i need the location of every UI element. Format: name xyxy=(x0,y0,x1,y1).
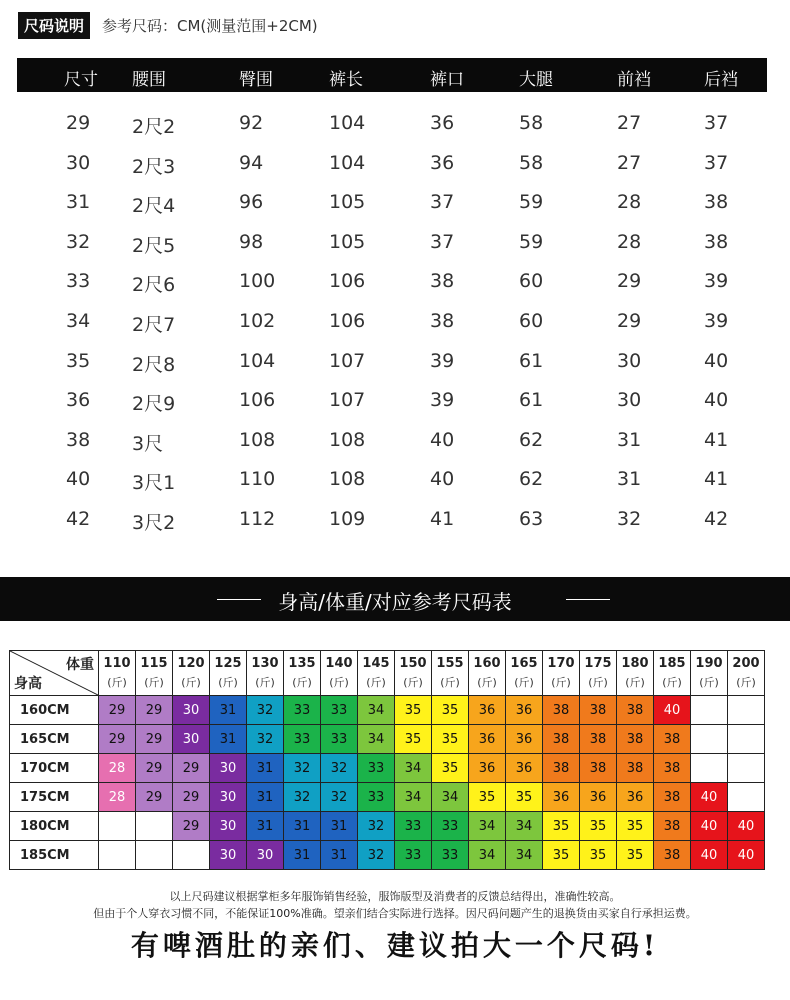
weight-header-cell xyxy=(543,651,580,696)
empty-cell xyxy=(136,841,173,870)
size-table-cell: 38 xyxy=(430,310,455,332)
size-table-cell: 31 xyxy=(617,428,642,451)
size-table-cell: 108 xyxy=(329,428,366,451)
size-table-cell: 32 xyxy=(66,230,91,253)
size-cell: 38 xyxy=(543,725,580,754)
size-table-cell: 31 xyxy=(617,468,642,491)
size-cell: 34 xyxy=(358,725,395,754)
size-table-cell: 34 xyxy=(66,310,91,332)
size-cell: 35 xyxy=(432,754,469,783)
beer-belly-slogan: 有啤酒肚的亲们、建议拍大一个尺码! xyxy=(130,929,660,962)
size-table-cell: 30 xyxy=(617,349,642,372)
size-table-cell: 110 xyxy=(239,468,276,491)
grid-corner-cell xyxy=(10,651,99,696)
size-col-header: 尺寸 xyxy=(64,70,98,90)
size-table-cell: 62 xyxy=(519,468,544,491)
size-table-row xyxy=(17,425,767,455)
empty-cell xyxy=(728,783,765,812)
size-table-cell: 36 xyxy=(66,389,91,412)
size-table-cell: 28 xyxy=(617,191,642,214)
size-cell: 40 xyxy=(654,696,691,725)
size-cell: 32 xyxy=(284,754,321,783)
size-cell: 29 xyxy=(99,725,136,754)
size-cell: 31 xyxy=(247,783,284,812)
size-table-cell: 42 xyxy=(704,508,729,530)
weight-value: 145 xyxy=(362,656,390,671)
size-cell: 29 xyxy=(173,812,210,841)
size-table-cell: 40 xyxy=(704,389,729,412)
size-cell: 33 xyxy=(321,696,358,725)
size-cell: 32 xyxy=(247,725,284,754)
size-table-cell: 39 xyxy=(704,310,729,332)
size-cell: 32 xyxy=(358,812,395,841)
size-cell: 38 xyxy=(617,725,654,754)
size-table-cell: 112 xyxy=(239,508,276,530)
size-cell: 40 xyxy=(728,812,765,841)
size-cell: 33 xyxy=(284,725,321,754)
empty-cell xyxy=(691,754,728,783)
size-cell: 31 xyxy=(210,725,247,754)
size-table-cell: 100 xyxy=(239,270,276,293)
size-cell: 35 xyxy=(432,696,469,725)
size-cell: 38 xyxy=(617,754,654,783)
size-table-cell: 40 xyxy=(704,349,729,372)
weight-unit: (斤) xyxy=(403,676,423,689)
size-table-cell: 94 xyxy=(239,151,264,174)
weight-axis-label: 体重 xyxy=(66,657,94,673)
weight-header-cell xyxy=(210,651,247,696)
size-cell: 38 xyxy=(654,812,691,841)
size-cell: 35 xyxy=(432,725,469,754)
weight-height-size-grid xyxy=(9,650,765,870)
size-table-cell: 32 xyxy=(617,508,642,530)
height-label-cell: 170CM xyxy=(10,754,99,783)
size-cell: 40 xyxy=(728,841,765,870)
size-table-cell: 38 xyxy=(704,191,729,214)
size-cell: 31 xyxy=(321,812,358,841)
size-table-cell: 104 xyxy=(329,112,366,134)
size-table-cell: 107 xyxy=(329,389,366,412)
reference-note: 参考尺码：CM(测量范围+2CM) xyxy=(102,16,318,35)
weight-value: 140 xyxy=(325,656,353,671)
size-col-header: 裤口 xyxy=(430,70,464,90)
size-table-header xyxy=(17,58,767,92)
size-cell: 34 xyxy=(469,841,506,870)
size-table-row xyxy=(17,108,767,138)
weight-header-cell xyxy=(136,651,173,696)
weight-header-cell xyxy=(654,651,691,696)
size-cell: 32 xyxy=(284,783,321,812)
weight-header-cell xyxy=(247,651,284,696)
size-cell: 38 xyxy=(580,696,617,725)
size-cell: 35 xyxy=(543,841,580,870)
weight-value: 110 xyxy=(103,656,131,671)
size-cell: 29 xyxy=(173,754,210,783)
size-table-cell: 2尺3 xyxy=(132,155,176,178)
height-label-cell: 185CM xyxy=(10,841,99,870)
size-table-cell: 29 xyxy=(617,310,642,332)
size-cell: 34 xyxy=(469,812,506,841)
size-cell: 38 xyxy=(580,725,617,754)
size-table-cell: 105 xyxy=(329,230,366,253)
size-table-row xyxy=(17,148,767,178)
size-cell: 33 xyxy=(432,812,469,841)
height-row xyxy=(10,841,765,870)
size-table-cell: 60 xyxy=(519,270,544,293)
size-cell: 34 xyxy=(395,754,432,783)
section-title-bar xyxy=(0,577,790,621)
size-table-cell: 30 xyxy=(66,151,91,174)
weight-header-cell xyxy=(469,651,506,696)
weight-value: 175 xyxy=(584,656,612,671)
size-cell: 35 xyxy=(617,812,654,841)
size-cell: 31 xyxy=(284,841,321,870)
weight-unit: (斤) xyxy=(736,676,756,689)
weight-header-cell xyxy=(432,651,469,696)
height-label-cell: 175CM xyxy=(10,783,99,812)
size-cell: 40 xyxy=(691,841,728,870)
weight-value: 180 xyxy=(621,656,649,671)
size-table-cell: 63 xyxy=(519,508,544,530)
weight-value: 135 xyxy=(288,656,316,671)
weight-unit: (斤) xyxy=(625,676,645,689)
size-cell: 29 xyxy=(136,725,173,754)
size-table-row xyxy=(17,464,767,494)
size-cell: 33 xyxy=(321,725,358,754)
size-table-cell: 38 xyxy=(430,270,455,293)
size-table-cell: 38 xyxy=(66,428,91,451)
weight-unit: (斤) xyxy=(514,676,534,689)
height-row xyxy=(10,754,765,783)
size-cell: 29 xyxy=(136,696,173,725)
size-table-cell: 59 xyxy=(519,230,544,253)
size-table-cell: 40 xyxy=(66,468,91,491)
size-table-cell: 2尺7 xyxy=(132,314,176,336)
size-table-cell: 41 xyxy=(430,508,455,530)
weight-unit: (斤) xyxy=(477,676,497,689)
size-table-cell: 92 xyxy=(239,112,264,134)
size-table-cell: 61 xyxy=(519,349,544,372)
weight-value: 130 xyxy=(251,656,279,671)
height-row xyxy=(10,696,765,725)
size-table-row xyxy=(17,346,767,376)
size-cell: 28 xyxy=(99,783,136,812)
size-cell: 31 xyxy=(247,754,284,783)
size-table-cell: 59 xyxy=(519,191,544,214)
size-cell: 33 xyxy=(395,841,432,870)
size-cell: 29 xyxy=(136,783,173,812)
size-table-cell: 109 xyxy=(329,508,366,530)
size-cell: 33 xyxy=(432,841,469,870)
size-col-header: 臀围 xyxy=(239,70,273,90)
size-table-cell: 2尺4 xyxy=(132,195,176,218)
size-cell: 29 xyxy=(136,754,173,783)
size-table-cell: 106 xyxy=(239,389,276,412)
empty-cell xyxy=(99,812,136,841)
size-table-cell: 62 xyxy=(519,428,544,451)
size-guide-header xyxy=(18,12,318,38)
height-row xyxy=(10,783,765,812)
weight-value: 115 xyxy=(140,656,168,671)
section-title: 身高/体重/对应参考尺码表 xyxy=(278,590,512,614)
size-table-cell: 3尺1 xyxy=(132,472,176,495)
size-cell: 32 xyxy=(247,696,284,725)
empty-cell xyxy=(691,696,728,725)
weight-value: 200 xyxy=(732,656,760,671)
weight-value: 185 xyxy=(658,656,686,671)
size-cell: 30 xyxy=(247,841,284,870)
weight-header-cell xyxy=(284,651,321,696)
size-cell: 40 xyxy=(691,783,728,812)
size-table-cell: 29 xyxy=(617,270,642,293)
size-col-header: 裤长 xyxy=(329,70,363,90)
size-cell: 30 xyxy=(210,841,247,870)
disclaimer-line-2: 但由于个人穿衣习惯不同，不能保证100%准确。望亲们结合实际进行选择。因尺码问题产生的退换货由买家自行承担运费。 xyxy=(93,907,697,920)
size-cell: 35 xyxy=(580,812,617,841)
size-table-cell: 106 xyxy=(329,270,366,293)
height-label-cell: 160CM xyxy=(10,696,99,725)
weight-value: 160 xyxy=(473,656,501,671)
size-table-cell: 41 xyxy=(704,468,729,491)
weight-unit: (斤) xyxy=(699,676,719,689)
weight-value: 150 xyxy=(399,656,427,671)
weight-unit: (斤) xyxy=(551,676,571,689)
size-table-cell: 2尺8 xyxy=(132,353,176,376)
size-cell: 34 xyxy=(395,783,432,812)
title-rule-right xyxy=(566,599,610,600)
weight-value: 120 xyxy=(177,656,205,671)
empty-cell xyxy=(173,841,210,870)
size-cell: 32 xyxy=(358,841,395,870)
size-table-row xyxy=(17,306,767,336)
size-table-cell: 104 xyxy=(239,349,276,372)
size-table-cell: 2尺5 xyxy=(132,234,176,257)
size-cell: 29 xyxy=(173,783,210,812)
size-cell: 36 xyxy=(506,696,543,725)
size-table-cell: 40 xyxy=(430,468,455,491)
size-cell: 36 xyxy=(469,754,506,783)
weight-header-cell xyxy=(99,651,136,696)
empty-cell xyxy=(99,841,136,870)
size-cell: 35 xyxy=(617,841,654,870)
weight-unit: (斤) xyxy=(255,676,275,689)
weight-unit: (斤) xyxy=(144,676,164,689)
weight-unit: (斤) xyxy=(329,676,349,689)
empty-cell xyxy=(728,725,765,754)
size-table-cell: 61 xyxy=(519,389,544,412)
size-cell: 33 xyxy=(284,696,321,725)
size-cell: 40 xyxy=(691,812,728,841)
weight-unit: (斤) xyxy=(181,676,201,689)
size-table-cell: 108 xyxy=(329,468,366,491)
size-table-cell: 2尺2 xyxy=(132,116,176,138)
size-cell: 36 xyxy=(506,725,543,754)
size-col-header: 前裆 xyxy=(617,70,651,90)
size-table-cell: 60 xyxy=(519,310,544,332)
size-table-cell: 108 xyxy=(239,428,276,451)
size-table-cell: 2尺9 xyxy=(132,393,176,416)
weight-header-cell xyxy=(506,651,543,696)
size-table-cell: 37 xyxy=(704,112,729,134)
size-table-row xyxy=(17,504,767,534)
size-cell: 38 xyxy=(617,696,654,725)
weight-header-cell xyxy=(321,651,358,696)
size-cell: 35 xyxy=(469,783,506,812)
size-cell: 34 xyxy=(506,812,543,841)
weight-unit: (斤) xyxy=(218,676,238,689)
size-table-cell: 3尺 xyxy=(132,432,164,455)
size-cell: 30 xyxy=(173,725,210,754)
weight-value: 190 xyxy=(695,656,723,671)
size-table-cell: 31 xyxy=(66,191,91,214)
size-cell: 33 xyxy=(358,783,395,812)
size-table-cell: 39 xyxy=(430,349,455,372)
height-axis-label: 身高 xyxy=(14,676,42,692)
empty-cell xyxy=(728,696,765,725)
size-table-cell: 30 xyxy=(617,389,642,412)
height-row xyxy=(10,725,765,754)
size-cell: 34 xyxy=(358,696,395,725)
size-cell: 36 xyxy=(543,783,580,812)
size-table-cell: 27 xyxy=(617,151,642,174)
size-cell: 31 xyxy=(284,812,321,841)
size-cell: 38 xyxy=(654,754,691,783)
height-label-cell: 180CM xyxy=(10,812,99,841)
size-table-cell: 36 xyxy=(430,112,455,134)
size-cell: 38 xyxy=(654,783,691,812)
size-cell: 38 xyxy=(543,696,580,725)
size-table-cell: 37 xyxy=(430,230,455,253)
size-cell: 35 xyxy=(580,841,617,870)
size-table-cell: 98 xyxy=(239,230,264,253)
size-cell: 36 xyxy=(506,754,543,783)
size-table-cell: 38 xyxy=(704,230,729,253)
size-table-cell: 58 xyxy=(519,112,544,134)
size-cell: 38 xyxy=(580,754,617,783)
size-cell: 31 xyxy=(247,812,284,841)
size-cell: 36 xyxy=(580,783,617,812)
size-table-cell: 35 xyxy=(66,349,91,372)
size-table-cell: 41 xyxy=(704,428,729,451)
size-cell: 34 xyxy=(432,783,469,812)
size-cell: 33 xyxy=(395,812,432,841)
disclaimer-line-1: 以上尺码建议根据掌柜多年服饰销售经验，服饰版型及消费者的反馈总结得出，准确性较高。 xyxy=(169,890,621,903)
size-table-cell: 42 xyxy=(66,508,91,530)
size-table-cell: 2尺6 xyxy=(132,274,176,297)
size-cell: 28 xyxy=(99,754,136,783)
size-table-cell: 28 xyxy=(617,230,642,253)
size-table-cell: 107 xyxy=(329,349,366,372)
height-label-cell: 165CM xyxy=(10,725,99,754)
size-cell: 38 xyxy=(543,754,580,783)
weight-unit: (斤) xyxy=(292,676,312,689)
size-table-row xyxy=(17,266,767,296)
weight-unit: (斤) xyxy=(107,676,127,689)
size-cell: 35 xyxy=(395,725,432,754)
size-cell: 38 xyxy=(654,725,691,754)
height-row xyxy=(10,812,765,841)
size-table-cell: 104 xyxy=(329,151,366,174)
size-cell: 31 xyxy=(210,696,247,725)
empty-cell xyxy=(136,812,173,841)
size-table-cell: 106 xyxy=(329,310,366,332)
size-cell: 38 xyxy=(654,841,691,870)
size-table-cell: 29 xyxy=(66,112,91,134)
weight-value: 155 xyxy=(436,656,464,671)
size-table-cell: 37 xyxy=(704,151,729,174)
size-col-header: 大腿 xyxy=(519,70,553,90)
size-cell: 30 xyxy=(210,812,247,841)
size-table-cell: 105 xyxy=(329,191,366,214)
weight-header-cell xyxy=(358,651,395,696)
weight-unit: (斤) xyxy=(366,676,386,689)
size-table-cell: 3尺2 xyxy=(132,512,176,534)
size-cell: 30 xyxy=(210,783,247,812)
size-cell: 35 xyxy=(395,696,432,725)
weight-unit: (斤) xyxy=(440,676,460,689)
weight-header-cell xyxy=(691,651,728,696)
size-table-cell: 36 xyxy=(430,151,455,174)
size-table-cell: 40 xyxy=(430,428,455,451)
empty-cell xyxy=(691,725,728,754)
weight-header-cell xyxy=(173,651,210,696)
size-cell: 36 xyxy=(469,696,506,725)
size-cell: 31 xyxy=(321,841,358,870)
weight-value: 170 xyxy=(547,656,575,671)
weight-header-cell xyxy=(728,651,765,696)
size-table-cell: 102 xyxy=(239,310,276,332)
size-table-row xyxy=(17,227,767,257)
weight-unit: (斤) xyxy=(588,676,608,689)
weight-header-cell xyxy=(395,651,432,696)
size-table-cell: 58 xyxy=(519,151,544,174)
size-cell: 29 xyxy=(99,696,136,725)
size-table-row xyxy=(17,385,767,415)
size-cell: 30 xyxy=(210,754,247,783)
size-guide-badge: 尺码说明 xyxy=(18,12,90,39)
size-table-cell: 39 xyxy=(430,389,455,412)
size-cell: 32 xyxy=(321,783,358,812)
empty-cell xyxy=(728,754,765,783)
size-col-header: 腰围 xyxy=(132,70,166,90)
size-cell: 30 xyxy=(173,696,210,725)
size-table-cell: 39 xyxy=(704,270,729,293)
size-table-cell: 33 xyxy=(66,270,91,293)
weight-value: 165 xyxy=(510,656,538,671)
weight-header-cell xyxy=(617,651,654,696)
size-cell: 36 xyxy=(617,783,654,812)
size-col-header: 后裆 xyxy=(704,70,738,90)
size-cell: 36 xyxy=(469,725,506,754)
size-cell: 35 xyxy=(506,783,543,812)
size-cell: 33 xyxy=(358,754,395,783)
weight-header-cell xyxy=(580,651,617,696)
weight-unit: (斤) xyxy=(662,676,682,689)
size-cell: 32 xyxy=(321,754,358,783)
size-table-cell: 27 xyxy=(617,112,642,134)
weight-value: 125 xyxy=(214,656,242,671)
size-cell: 35 xyxy=(543,812,580,841)
size-table-row xyxy=(17,187,767,217)
size-cell: 34 xyxy=(506,841,543,870)
size-table-cell: 96 xyxy=(239,191,264,214)
size-table-cell: 37 xyxy=(430,191,455,214)
